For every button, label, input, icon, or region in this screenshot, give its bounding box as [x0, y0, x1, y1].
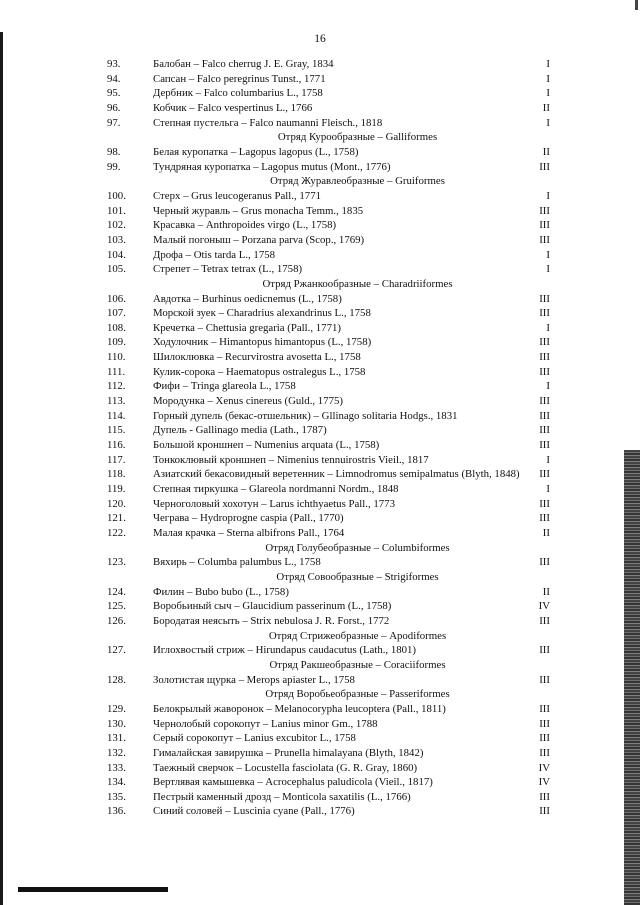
- entry-number: 119.: [107, 483, 126, 496]
- species-name: Бородатая неясыть – Strix nebulosa J. R. Forst., 1772: [153, 614, 390, 627]
- species-entry: [107, 453, 562, 468]
- entry-number: 131.: [107, 732, 126, 745]
- species-name: Дербник – Falco columbarius L., 1758: [153, 87, 323, 100]
- species-entry: [107, 585, 562, 600]
- order-heading: [107, 130, 562, 145]
- species-entry: [107, 204, 562, 219]
- species-entry: [107, 423, 562, 438]
- entry-number: 95.: [107, 87, 121, 100]
- entry-number: 107.: [107, 307, 126, 320]
- species-name: Азиатский бекасовидный веретенник – Limnodromus semipalmatus (Blyth, 1848): [153, 468, 520, 481]
- species-name: Чеграва – Hydroprogne caspia (Pall., 1770): [153, 512, 344, 525]
- species-name: Большой кроншнеп – Numenius arquata (L., 1758): [153, 439, 380, 452]
- entry-number: 121.: [107, 512, 126, 525]
- species-entry: [107, 57, 562, 72]
- species-entry: [107, 467, 562, 482]
- species-name: Степная тиркушка – Glareola nordmanni Nordm., 1848: [153, 483, 399, 496]
- species-entry: [107, 145, 562, 160]
- status-category: IV: [538, 600, 550, 613]
- species-entry: [107, 321, 562, 336]
- status-category: I: [546, 189, 550, 202]
- species-name: Черный журавль – Grus monacha Temm., 1835: [153, 204, 364, 217]
- entry-number: 111.: [107, 365, 126, 378]
- status-category: III: [539, 717, 550, 730]
- order-heading: [107, 570, 562, 585]
- order-heading: [107, 658, 562, 673]
- species-entry: [107, 555, 562, 570]
- entry-number: 129.: [107, 702, 126, 715]
- species-entry: [107, 643, 562, 658]
- scan-edge-left: [0, 32, 3, 905]
- species-entry: [107, 746, 562, 761]
- entry-number: 135.: [107, 790, 126, 803]
- entry-number: 100.: [107, 189, 126, 202]
- status-category: III: [539, 556, 550, 569]
- status-category: I: [546, 87, 550, 100]
- status-category: II: [542, 585, 550, 598]
- species-entry: [107, 673, 562, 688]
- species-entry: [107, 790, 562, 805]
- status-category: I: [546, 58, 550, 70]
- entry-number: 120.: [107, 497, 126, 510]
- status-category: III: [539, 395, 550, 408]
- status-category: II: [542, 101, 550, 114]
- entry-number: 115.: [107, 424, 126, 437]
- species-entry: [107, 394, 562, 409]
- entry-number: 136.: [107, 805, 126, 818]
- entry-number: 125.: [107, 600, 126, 613]
- species-name: Авдотка – Burhinus oedicnemus (L., 1758): [153, 292, 342, 305]
- species-entry: [107, 409, 562, 424]
- order-heading-title: Отряд Голубеобразные – Columbiformes: [265, 541, 450, 554]
- status-category: III: [539, 292, 550, 305]
- entry-number: 117.: [107, 453, 126, 466]
- status-category: III: [539, 732, 550, 745]
- species-entry: [107, 804, 562, 819]
- order-heading: [107, 629, 562, 644]
- entry-number: 109.: [107, 336, 126, 349]
- entry-number: 106.: [107, 292, 126, 305]
- species-name: Пестрый каменный дрозд – Monticola saxatilis (L., 1766): [153, 790, 411, 803]
- species-name: Балобан – Falco cherrug J. E. Gray, 1834: [153, 58, 334, 70]
- entry-number: 104.: [107, 248, 126, 261]
- status-category: III: [539, 439, 550, 452]
- status-category: III: [539, 497, 550, 510]
- species-name: Малая крачка – Sterna albifrons Pall., 1764: [153, 527, 345, 539]
- order-heading: [107, 541, 562, 556]
- entry-number: 128.: [107, 673, 126, 686]
- status-category: II: [542, 145, 550, 158]
- status-category: III: [539, 702, 550, 715]
- species-name: Шилоклювка – Recurvirostra avosetta L., 1758: [153, 351, 361, 364]
- species-entry: [107, 350, 562, 365]
- entry-number: 108.: [107, 321, 126, 334]
- order-heading-title: Отряд Ржанкообразные – Charadriiformes: [262, 277, 453, 290]
- status-category: III: [539, 307, 550, 320]
- status-category: I: [546, 263, 550, 276]
- entry-number: 112.: [107, 380, 126, 393]
- status-category: IV: [538, 761, 550, 774]
- species-name: Гималайская завирушка – Prunella himalayana (Blyth, 1842): [153, 746, 424, 759]
- order-heading-title: Отряд Ракшеобразные – Coraciiformes: [269, 658, 446, 671]
- entry-number: 102.: [107, 219, 126, 232]
- status-category: I: [546, 116, 550, 129]
- species-name: Фифи – Tringa glareola L., 1758: [153, 380, 296, 393]
- status-category: III: [539, 204, 550, 217]
- species-name: Серый сорокопут – Lanius excubitor L., 1758: [153, 732, 356, 745]
- species-entry: [107, 614, 562, 629]
- species-entry: [107, 365, 562, 380]
- species-name: Дупель - Gallinago media (Lath., 1787): [153, 424, 327, 437]
- species-name: Ходулочник – Himantopus himantopus (L., 1758): [153, 336, 372, 349]
- entry-number: 122.: [107, 527, 126, 539]
- entry-number: 97.: [107, 116, 121, 129]
- species-name: Вертлявая камышевка – Acrocephalus paludicola (Vieil., 1817): [153, 776, 433, 789]
- species-name: Филин – Bubo bubo (L., 1758): [153, 585, 289, 598]
- species-entry: [107, 511, 562, 526]
- species-entry: [107, 262, 562, 277]
- species-entry: [107, 101, 562, 116]
- species-entry: [107, 248, 562, 263]
- species-entry: [107, 379, 562, 394]
- species-name: Малый погоныш – Porzana parva (Scop., 1769): [153, 233, 365, 246]
- species-entry: [107, 482, 562, 497]
- status-category: III: [539, 219, 550, 232]
- species-name: Чернолобый сорокопут – Lanius minor Gm., 1788: [153, 717, 378, 730]
- species-name: Мородунка – Xenus cinereus (Guld., 1775): [153, 395, 343, 408]
- species-entry: [107, 335, 562, 350]
- species-name: Синий соловей – Luscinia cyane (Pall., 1776): [153, 805, 355, 818]
- status-category: III: [539, 673, 550, 686]
- order-heading: [107, 277, 562, 292]
- species-entry: [107, 702, 562, 717]
- status-category: III: [539, 644, 550, 657]
- status-category: III: [539, 614, 550, 627]
- entry-number: 94.: [107, 72, 121, 85]
- entry-number: 114.: [107, 409, 126, 422]
- species-name: Белая куропатка – Lagopus lagopus (L., 1758): [153, 145, 359, 158]
- entry-number: 126.: [107, 614, 126, 627]
- species-entry: [107, 292, 562, 307]
- status-category: III: [539, 351, 550, 364]
- species-entry: [107, 218, 562, 233]
- entry-number: 110.: [107, 351, 126, 364]
- status-category: II: [542, 527, 550, 539]
- entry-number: 133.: [107, 761, 126, 774]
- status-category: III: [539, 409, 550, 422]
- entry-number: 116.: [107, 439, 126, 452]
- species-entry: [107, 717, 562, 732]
- species-name: Воробьиный сыч – Glaucidium passerinum (L., 1758): [153, 600, 392, 613]
- entry-number: 124.: [107, 585, 126, 598]
- species-name: Дрофа – Otis tarda L., 1758: [153, 248, 276, 261]
- species-name: Кобчик – Falco vespertinus L., 1766: [153, 101, 313, 114]
- species-entry: [107, 116, 562, 131]
- entry-number: 132.: [107, 746, 126, 759]
- order-heading-title: Отряд Курообразные – Galliformes: [277, 131, 438, 144]
- entry-number: 99.: [107, 160, 121, 173]
- status-category: I: [546, 321, 550, 334]
- status-category: I: [546, 248, 550, 261]
- status-category: III: [539, 424, 550, 437]
- species-name: Тонкоклювый кроншнеп – Nimenius tennuirostris Vieil., 1817: [153, 453, 429, 466]
- species-entry: [107, 306, 562, 321]
- species-name: Золотистая щурка – Merops apiaster L., 1758: [153, 673, 355, 686]
- scan-edge-right: [624, 450, 640, 905]
- species-entry: [107, 599, 562, 614]
- species-entry: [107, 438, 562, 453]
- species-name: Тундряная куропатка – Lagopus mutus (Mont., 1776): [153, 160, 391, 173]
- entry-number: 130.: [107, 717, 126, 730]
- entry-number: 103.: [107, 233, 126, 246]
- species-entry: [107, 497, 562, 512]
- order-heading-title: Отряд Совообразные – Strigiformes: [276, 570, 439, 583]
- order-heading-title: Отряд Журавлеобразные – Gruiformes: [270, 175, 445, 188]
- species-entry: [107, 189, 562, 204]
- species-name: Кречетка – Chettusia gregaria (Pall., 1771): [153, 321, 341, 334]
- entry-number: 123.: [107, 556, 126, 569]
- status-category: III: [539, 790, 550, 803]
- species-entry: [107, 761, 562, 776]
- species-entry: [107, 86, 562, 101]
- species-entry: [107, 775, 562, 790]
- species-name: Стрепет – Tetrax tetrax (L., 1758): [153, 263, 303, 276]
- entry-number: 113.: [107, 395, 126, 408]
- species-name: Сапсан – Falco peregrinus Tunst., 1771: [153, 72, 326, 85]
- status-category: IV: [538, 776, 550, 789]
- status-category: III: [539, 468, 550, 481]
- species-entry: [107, 526, 562, 541]
- scan-edge-right-mark: [635, 0, 638, 10]
- species-name: Горный дупель (бекас-отшельник) – Gllinago solitaria Hodgs., 1831: [153, 409, 458, 422]
- status-category: III: [539, 746, 550, 759]
- status-category: I: [546, 483, 550, 496]
- scan-bottom-bar: [18, 887, 168, 892]
- entry-number: 105.: [107, 263, 126, 276]
- order-heading: [107, 687, 562, 702]
- order-heading-title: Отряд Воробьеобразные – Passeriformes: [265, 688, 450, 701]
- entry-number: 134.: [107, 776, 126, 789]
- species-name: Белокрылый жаворонок – Melanocorypha leucoptera (Pall., 1811): [153, 702, 446, 715]
- status-category: III: [539, 512, 550, 525]
- order-heading: [107, 174, 562, 189]
- species-name: Стерх – Grus leucogeranus Pall., 1771: [153, 189, 322, 202]
- species-name: Красавка – Anthropoides virgo (L., 1758): [153, 219, 337, 232]
- status-category: I: [546, 72, 550, 85]
- entry-number: 101.: [107, 204, 126, 217]
- entry-number: 118.: [107, 468, 126, 481]
- status-category: I: [546, 380, 550, 393]
- species-name: Кулик-сорока – Haematopus ostralegus L., 1758: [153, 365, 366, 378]
- status-category: III: [539, 805, 550, 818]
- species-list: [107, 57, 562, 819]
- status-category: III: [539, 233, 550, 246]
- species-name: Вяхирь – Columba palumbus L., 1758: [153, 556, 321, 569]
- entry-number: 127.: [107, 644, 126, 657]
- species-name: Черноголовый хохотун – Larus ichthyaetus Pall., 1773: [153, 497, 395, 510]
- order-heading-title: Отряд Стрижеобразные – Apodiformes: [268, 629, 447, 642]
- page-number: 16: [314, 33, 326, 45]
- species-name: Таежный сверчок – Locustella fasciolata (G. R. Gray, 1860): [153, 761, 418, 774]
- species-name: Степная пустельга – Falco naumanni Fleisch., 1818: [153, 116, 383, 129]
- species-entry: [107, 233, 562, 248]
- status-category: III: [539, 365, 550, 378]
- species-name: Иглохвостый стриж – Hirundapus caudacutus (Lath., 1801): [153, 644, 417, 657]
- species-entry: [107, 731, 562, 746]
- status-category: I: [546, 453, 550, 466]
- species-entry: [107, 160, 562, 175]
- status-category: III: [539, 336, 550, 349]
- entry-number: 96.: [107, 101, 121, 114]
- species-entry: [107, 72, 562, 87]
- status-category: III: [539, 160, 550, 173]
- entry-number: 98.: [107, 145, 121, 158]
- species-name: Морской зуек – Charadrius alexandrinus L., 1758: [153, 307, 371, 320]
- entry-number: 93.: [107, 58, 121, 70]
